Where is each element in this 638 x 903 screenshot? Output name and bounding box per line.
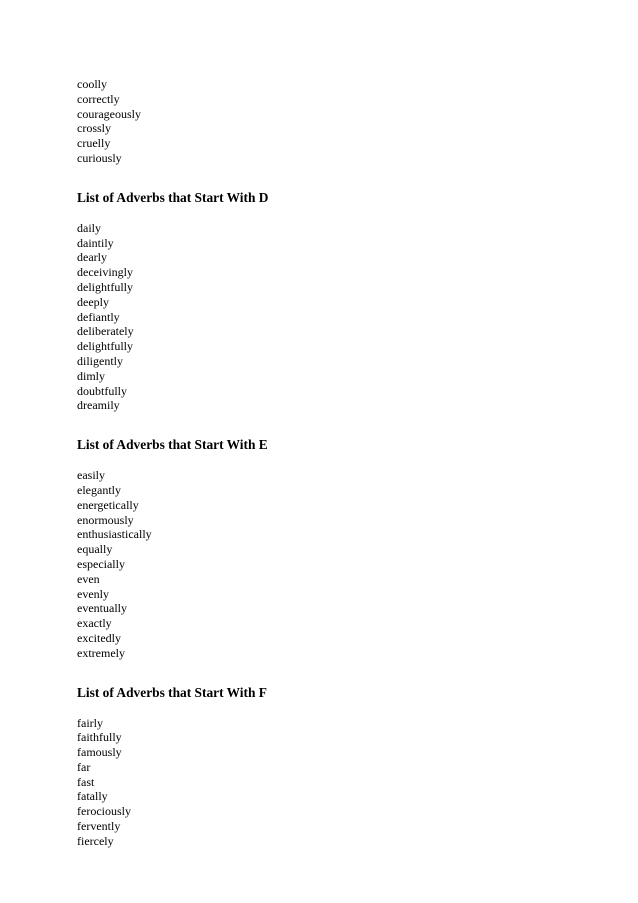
list-item: fast <box>77 774 95 789</box>
list-item: fatally <box>77 789 108 804</box>
word-list-f <box>77 716 597 849</box>
list-item: delightfully <box>77 279 133 294</box>
list-item: exactly <box>77 616 112 631</box>
list-item: daily <box>77 220 101 235</box>
list-item: dimly <box>77 368 106 383</box>
word-list-d <box>77 221 597 413</box>
list-item: evenly <box>77 586 109 601</box>
list-item: deeply <box>77 294 109 309</box>
list-item: doubtfully <box>77 383 127 398</box>
list-item: especially <box>77 556 125 571</box>
list-item: elegantly <box>77 482 121 497</box>
section-f <box>77 685 597 849</box>
document-page <box>77 77 597 849</box>
list-item: enormously <box>77 512 134 527</box>
list-item: fervently <box>77 819 121 834</box>
word-list-e <box>77 468 597 660</box>
intro-word-list <box>77 77 597 166</box>
list-item: far <box>77 759 91 774</box>
list-item: enthusiastically <box>77 527 152 542</box>
list-item: famously <box>77 745 122 760</box>
list-item: fiercely <box>77 833 114 848</box>
list-item: delightfully <box>77 339 133 354</box>
list-item: even <box>77 571 100 586</box>
list-item: energetically <box>77 497 139 512</box>
list-item: extremely <box>77 645 125 660</box>
list-item: correctly <box>77 91 120 106</box>
list-item: courageously <box>77 106 141 121</box>
list-item: defiantly <box>77 309 120 324</box>
list-item: curiously <box>77 150 122 165</box>
section-heading-d: List of Adverbs that Start With D <box>77 189 269 205</box>
list-item: equally <box>77 542 113 557</box>
list-item: eventually <box>77 601 127 616</box>
list-item: coolly <box>77 77 107 91</box>
list-item: fairly <box>77 715 103 730</box>
list-item: easily <box>77 468 105 483</box>
list-item: deceivingly <box>77 265 133 280</box>
section-e <box>77 437 597 660</box>
list-item: diligently <box>77 353 123 368</box>
list-item: dreamily <box>77 398 120 413</box>
section-heading-f: List of Adverbs that Start With F <box>77 684 267 700</box>
list-item: cruelly <box>77 136 111 151</box>
list-item: daintily <box>77 235 114 250</box>
section-heading-e: List of Adverbs that Start With E <box>77 437 268 453</box>
list-item: crossly <box>77 121 111 136</box>
list-item: excitedly <box>77 630 121 645</box>
section-d <box>77 190 597 413</box>
list-item: faithfully <box>77 730 122 745</box>
list-item: deliberately <box>77 324 134 339</box>
list-item: ferociously <box>77 804 131 819</box>
list-item: dearly <box>77 250 107 265</box>
